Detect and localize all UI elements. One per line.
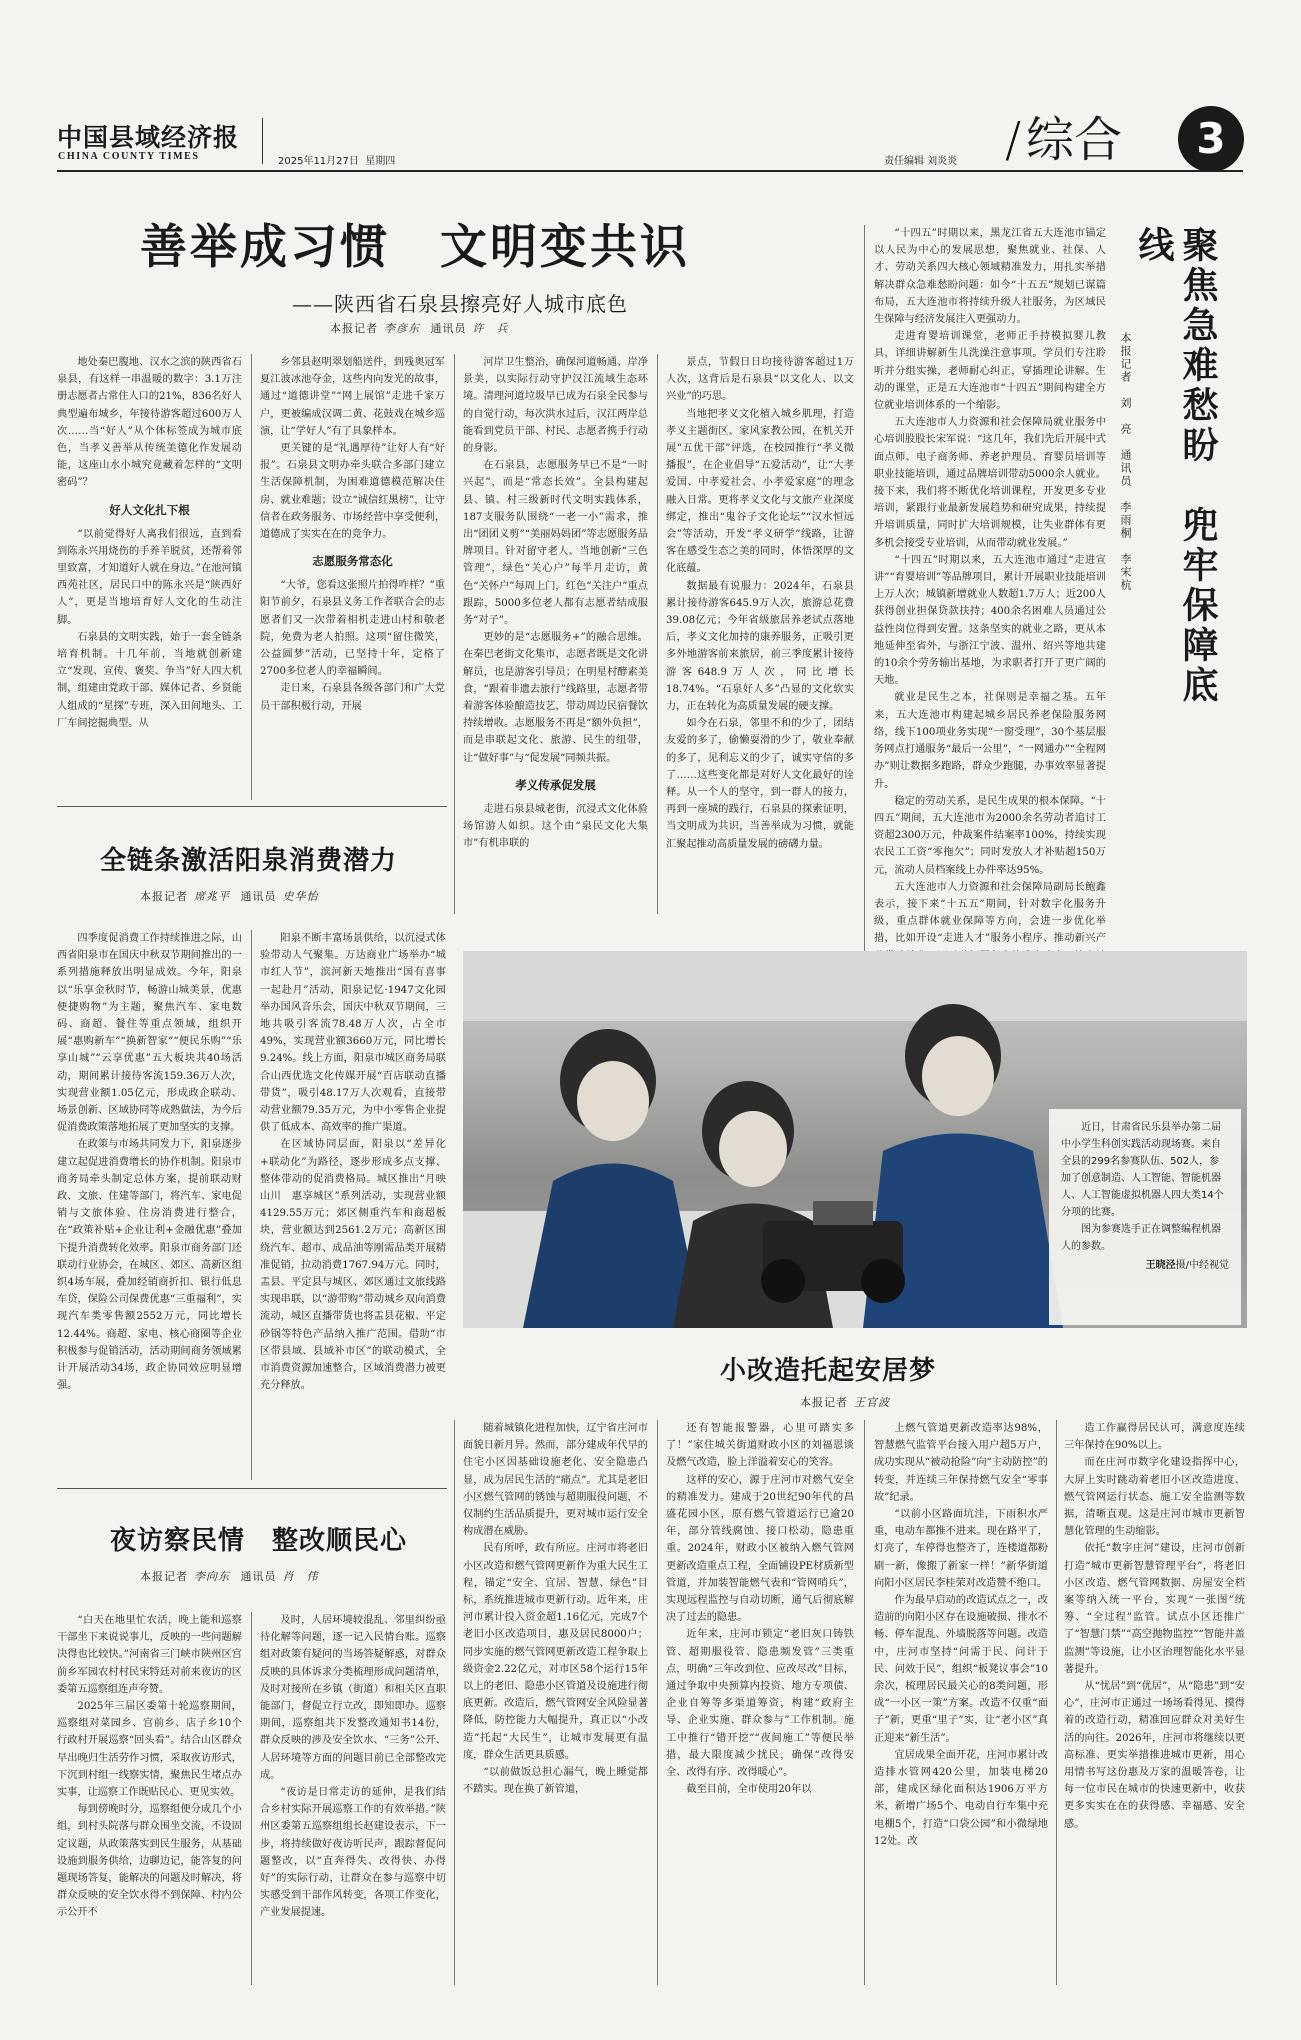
news-photo — [463, 951, 1247, 1328]
byline-role: 本报记者 — [330, 322, 378, 335]
column-divider — [251, 1612, 252, 1985]
paragraph: 在石泉县，志愿服务早已不是“一时兴起”，而是“常态长效”。全县构建起县、镇、村三级新时代文明实践体系，187支服务队围绕“一老一小”需求，推出“团团义剪”“美丽妈妈团”等志愿服务品牌项目。针对留守老人、当地创新“三色管理”，绿色“关心户”每半月走访，黄色“关怀户”每周上门，红色“关注户”重点跟踪，5000多位老人都有志愿者结成服务“对子”。 — [463, 460, 648, 627]
article-4-column-1 — [463, 1420, 648, 1985]
paragraph: 地处秦巴腹地、汉水之滨的陕西省石泉县，有这样一串温暖的数字：3.1万注册志愿者占常住人口的21%，836名好人典型遍布城乡，年接待游客超过600万人次……当“好人”从个体标签成为城市底色，当孝义善举从传统美德化作发展动能，这座山水小城究竟藏着怎样的“文明密码”？ — [57, 357, 242, 489]
paragraph: 走进石泉县城老街，沉浸式文化体验场馆游人如织。这个由“泉民文化大集市”有机串联的 — [463, 803, 648, 850]
paragraph: “十四五”时期以来，五大连池市通过“走进宣讲”“育婴培训”等品牌项目，累计开展职业技能培训上万人次；城镇新增就业人数超1.7万人；近200人获得创业担保贷款扶持；400余名困难人员通过公益性岗位得到安置。这条坚实的就业之路，更从本地延伸至省外，与浙江宁波、温州、绍兴等地共建的10余个劳务输出基地，为求职者打开了更广阔的天地。 — [874, 554, 1106, 687]
article-4-column-4 — [1064, 1420, 1245, 1985]
paragraph: 作为最早启动的改造试点之一，改造前的向阳小区存在设施破损、排水不畅、停车混乱、外墙脱落等问题。改造中，庄河市坚持“问需于民、问计于民、问效于民”，组织“板凳议事会”10余次，梳理居民最关心的8类问题，形成“一小区一策”方案。改造不仅重“面子”新，更重“里子”实，让“老小区”真正迎来“新生活”。 — [874, 1595, 1048, 1744]
paragraph: 及时，人居环境较混乱、邻里纠纷亟待化解等问题，逐一记入民情台账。巡察组对政策有疑问的当场答疑解惑，对群众反映的具体诉求分类梳理形成问题清单，及时对接所在乡镇（街道）和相关区直职能部门，督促立行立改，即知即办。巡察期间，巡察组共下发整改通知书14份，群众反映的涉及安全饮水、“三务”公开、人居环境等方面的问题目前已全部整改完成。 — [260, 1615, 446, 1781]
column-divider — [251, 930, 252, 1480]
article-1-column-1 — [57, 354, 242, 800]
byline-correspondent: 肖 伟 — [282, 1570, 319, 1583]
section-slash: / — [1005, 112, 1022, 168]
article-4-byline — [800, 1394, 896, 1410]
paragraph: “以前做饭总担心漏气，晚上睡觉都不踏实。现在换了新管道， — [463, 1767, 648, 1796]
paragraph: 当地把孝义文化植入城乡肌理，打造孝义主题街区、家风家教公园，在机关开展“五优干部”评选，在校园推行“孝义微播报”，在企业倡导“五爱活动”，让“大孝爱国、中孝爱社会、小孝爱家庭”的理念融入日常。更将孝义文化与文旅产业深度绑定，推出“鬼谷子文化论坛”“汉水恒远会”等活动，开发“孝义研学”线路，让游客在感受生态之美的同时，体悟深厚的文化底蕴。 — [666, 408, 854, 575]
paragraph: “白天在地里忙农活，晚上能和巡察干部坐下来说说事儿，反映的一些问题解决得也比较快。”河南省三门峡市陕州区宫前乡军园农村村民宋特廷对前来夜访的区委第五巡察组连声夸赞。 — [57, 1615, 242, 1695]
masthead-rule — [57, 170, 1243, 172]
paragraph: 四季度促消费工作持续推进之际，山西省阳泉市在国庆中秋双节期间推出的一系列措施释放出明显成效。今年，阳泉以“乐享金秋时节，畅游山城美景，优惠便捷购物”为主题，聚焦汽车、家电数码、商超、餐住等重点领域，组织开展“惠购新车”“换新智家”“便民乐购”“乐享山城”“云享优惠”五大板块共40场活动，期间累计接待客流159.36万人次，实现营业额1.05亿元，形成政企联动、场景创新、区域协同等成熟做法，为今后促消费政策落地拓展了更加坚实的支撑。 — [57, 933, 242, 1134]
article-3-column-2 — [260, 930, 457, 1480]
paragraph: 乡邻县赵明翠划船送件，到残奥冠军夏江波冰池夺金，这些内向发光的故事，通过“道德讲堂”“网上展馆”走进千家万户，更被编成汉调二黄、花鼓戏在城乡巡演，让“学好人”有了具象样本。 — [260, 357, 445, 437]
paragraph: 在区域协同层面，阳泉以“差异化+联动化”为路径，逐步形成多点支撑、整体带动的促消费格局。城区推出“月映山川 惠享城区”系列活动，实现营业额4129.55万元；郊区侧重汽车和商超板块，营业额达到2561.2万元；高新区围绕汽车、超市、成品油等刚需品类开展精准促销，拉动消费1767.94万元。同时，盂县、平定县与城区、郊区通过文旅线路实现串联，以“游带购”带动城乡双向消费流动，城区直播带货也将盂县花椒、平定砂锅等特色产品纳入推广范围。借助“市区带县域、县域补市区”的联动模式，全市消费资源加速整合，区域消费潜力被更充分释放。 — [260, 1139, 446, 1392]
byline-reporter: 席兆平 — [194, 890, 230, 903]
article-1-byline — [330, 320, 515, 336]
paragraph: 五大连池市人力资源和社会保障局就业服务中心培训股股长宋军说：“这几年，我们先后开展中式面点师、电子商务师、养老护理员、育婴员培训等职业技能培训，通过品牌培训带动5000余人就业。接下来，我们将不断优化培训课程，开发更多专业培训，紧跟行业最新发展趋势和研究成果，持续提升培训质量，同时扩大培训规模，让失业群体有更多机会接受专业培训，从而带动就业发展。” — [874, 417, 1106, 549]
article-2-body — [874, 225, 1106, 951]
article-1-title: 善举成习惯 文明变共识 — [140, 220, 690, 275]
photo-credit — [1061, 1257, 1229, 1274]
article-5-title: 夜访察民情 整改顺民心 — [110, 1526, 408, 1556]
paragraph: 走日来，石泉县各级各部门和广大党员干部积极行动，开展 — [260, 683, 445, 712]
newspaper-name: 中国县域经济报 — [57, 123, 240, 152]
paragraph: “大爷，您看这张照片拍得咋样？”重阳节前夕，石泉县义务工作者联合会的志愿者们又一次带着相机走进山村和敬老院，免费为老人拍照。这项“留住微笑，公益圆梦”活动，已坚持十年，定格了2700多位老人的幸福瞬间。 — [260, 580, 445, 678]
paragraph: 而在庄河市数字化建设指挥中心，大屏上实时跳动着老旧小区改造进度、燃气管网运行状态、施工安全监测等数据，清晰直观。这是庄河市城市更新智慧化管理的生动缩影。 — [1064, 1457, 1245, 1538]
article-4-column-2 — [666, 1420, 854, 1985]
paragraph: 依托“数字庄河”建设，庄河市创新打造“城市更新智慧管理平台”，将老旧小区改造、燃气管网数据、房屋安全档案等纳入统一平台，实现“一张图”统筹、“全过程”监管。试点小区还推广了“智慧门禁”“高空抛物监控”“智能井盖监测”等设施，让小区治理智能化水平显著提升。 — [1064, 1543, 1245, 1675]
column-divider — [454, 354, 455, 914]
article-4-title: 小改造托起安居梦 — [720, 1356, 937, 1386]
paragraph: 近年来，庄河市锁定“老旧灰口铸铁管、超期服役管、隐患频发管”三类重点，明确“三年改到位、应改尽改”目标，通过争取中央预算内投资、地方专项债、企业自筹等多渠道筹资，构建“政府主导、企业实施、群众参与”工作机制。施工中推行“错开挖”“夜间施工”等便民举措，最大限度减少扰民，确保“改得安全、改得有序、改得暖心”。 — [666, 1629, 854, 1779]
subheading: 志愿服务常态化 — [312, 554, 393, 569]
article-5-column-1 — [57, 1612, 242, 1985]
issue-date — [278, 152, 395, 167]
paragraph: 从“忧居”到“优居”，从“隐患”到“安心”，庄河市正通过一场场看得见、摸得着的改造行动，精准回应群众对美好生活的向往。2026年，庄河市将继续以更高标准、更实举措推进城市更新，用心用情书写这份惠及万家的温暖答卷，让每一位市民在城市的快速更新中，收获更多实实在在的获得感、幸福感、安全感。 — [1064, 1681, 1245, 1830]
column-divider — [864, 1420, 865, 1985]
paragraph: 数据最有说服力：2024年，石泉县累计接待游客645.9万人次，旅游总花费39.08亿元；今年省级旅居养老试点落地后，孝义文化加持的康养服务，正吸引更多外地游客前来旅居，前三季度累计接待游客648.9万人次，同比增长18.74%。“石泉好人多”凸显的文化软实力，正在转化为高质量发展的硬支撑。 — [666, 580, 854, 713]
article-2-byline: 本报记者 刘 亮 通讯员 李雨桐 李宋杭 — [1119, 332, 1132, 592]
paragraph: 截至目前，全市使用20年以 — [686, 1784, 812, 1796]
paragraph: 更关键的是“礼遇厚待”让好人有“好报”。石泉县文明办牵头联合多部门建立生活保障机制，为困难道德模范解决住房、就业难题；设立“诚信红黑榜”，让守信者在政务服务、市场经营中享受便利，道德成了实实在在的竞争力。 — [260, 443, 445, 541]
article-1-column-4 — [666, 354, 854, 914]
byline-reporter: 王官波 — [854, 1396, 890, 1409]
paragraph: 更妙的是“志愿服务+”的融合思维。在秦巴老街文化集市，志愿者既是文化讲解员，也是游客引导员；在明星村酵素美食，“跟着非遗去旅行”线路里，志愿者带着游客体验酿造技艺，带动周边民宿餐饮持续增收。志愿服务不再是“额外负担”，而是串联起文化、旅游、民生的纽带，让“做好事”与“促发展”同频共振。 — [463, 632, 648, 764]
section-name: 综合 — [1026, 112, 1123, 168]
article-1-column-2 — [260, 354, 445, 800]
paragraph: “以前小区路面坑洼，下雨积水严重，电动车都推不进来。现在路平了，灯亮了，车停得也整齐了，连楼道都粉刷一新，像搬了新家一样！”新华街道向阳小区居民李桂荣对改造赞不绝口。 — [874, 1509, 1048, 1589]
photo-caption-box — [1049, 1109, 1241, 1325]
byline-role: 本报记者 — [140, 890, 188, 903]
article-3-title: 全链条激活阳泉消费潜力 — [100, 846, 398, 876]
article-5-byline — [140, 1568, 325, 1584]
paragraph: 五大连池市人力资源和社会保障局副局长鲍鑫表示，接下来“十五五”期间，针对数字化服务升级、重点群体就业保障等方向，会进一步优化举措，比如开设“走进人才”服务小程序、推动新兴产 — [874, 881, 1106, 945]
weekday-text: 星期四 — [365, 156, 396, 167]
column-divider — [657, 354, 658, 914]
article-2-title: 聚焦急难愁盼 兜牢保障底线 — [1133, 226, 1219, 706]
paragraph: 这样的安心，源于庄河市对燃气安全的精准发力。建成于20世纪90年代的昌盛花园小区，原有燃气管道运行已逾20年，部分管线腐蚀、接口松动，隐患重重。2024年，财政小区被纳入燃气管网更新改造重点工程，全面铺设PE材质新型管道，并加装智能燃气表和“管网哨兵”，实现远程监控与自动切断，通气后彻底解决了过去的隐患。 — [666, 1474, 854, 1624]
byline-role: 通讯员 — [240, 890, 277, 903]
byline-role: 本报记者 — [140, 1570, 188, 1583]
photo-caption: 近日，甘肃省民乐县举办第二届中小学生科创实践活动现场赛。来自全县的299名参赛队伍、502人，参加了创意制造、人工智能、智能机器人、人工智能虚拟机器人四大类14个分项的比赛。 — [1061, 1122, 1224, 1218]
photo-credit-tail: 摄/中经视觉 — [1175, 1260, 1229, 1271]
masthead — [0, 0, 1301, 170]
paragraph: 还有智能报警器，心里可踏实多了！”家住城关街道财政小区的刘福恩谈及燃气改造，脸上洋溢着安心的笑容。 — [666, 1423, 854, 1469]
paragraph: 2025年三届区委第十轮巡察期间，巡察组对菜园乡、宫前乡、店子乡10个行政村开展巡察“回头看”。结合山区群众早出晚归生活劳作习惯，采取夜访形式，下沉到村组一线察实情，聚焦民生堵点办实事，让巡察工作既贴民心、更见实效。 — [57, 1701, 242, 1799]
paragraph: “夜访是日常走访的延伸，是我们结合乡村实际开展巡察工作的有效举措。”陕州区委第五巡察组组长赵建设表示，下一步，将持续做好夜访听民声，跟踪督促问题整改，以“直奔得失、改得快、办得好”的实际行动，让群众在参与巡察中切实感受到干部作风转变，各项工作变化，产业发展提速。 — [260, 1787, 446, 1919]
section-rule — [57, 1488, 447, 1489]
paragraph: 河岸卫生整治，确保河道畅通、岸净景美，以实际行动守护汉江流域生态环境。清理河道垃圾早已成为石泉全民参与的自觉行动，每次洪水过后，汉江两岸总能看到党员干部、村民、志愿者携手行动的身影。 — [463, 357, 648, 455]
paragraph: 如今在石泉，邻里不和的少了，团结友爱的多了，偷懒耍滑的少了，敬业奉献的多了，见利忘义的少了，诚实守信的多了……这些变化都是对好人文化最好的诠释。从一个人的坚守，到一群人的接力，再到一座城的践行，石泉县的探索证明，当文明成为共识，当善举成为习惯，就能汇聚起推动高质量发展的磅礴力量。 — [666, 718, 854, 850]
photo-caption-2: 图为参赛选手正在调整编程机器人的参数。 — [1061, 1224, 1221, 1252]
paragraph: 阳泉不断丰富场景供给，以沉浸式体验带动人气聚集。万达商业广场举办“城市红人节”，滨河新天地推出“国有喜事 一起赴月”活动，阳泉记忆·1947文化园举办国风音乐会，国庆中秋双节期间，三地共吸引客流78.48万人次，占全市49%，实现营业额3660万元，同比增长9.24%。线上方面，阳泉市城区商务局联合山西优选文化传媒开展“百店联动直播带货”，吸引48.17万人次观看，直接带动营业额79.35万元，为中小零售企业提供了低成本、高效率的推广渠道。 — [260, 933, 457, 1134]
section-rule — [57, 806, 447, 807]
article-5-column-2 — [260, 1612, 446, 1985]
responsible-editor: 责任编辑 刘炎炎 — [884, 156, 958, 167]
paragraph: 稳定的劳动关系，是民生成果的根本保障。“十四五”期间，五大连池市为2000余名劳动者追讨工资超2300万元，仲裁案件结案率100%，持续实现农民工工资“零拖欠”；同时发放人才补贴超150万元，流动人员档案线上办件率达95%。 — [874, 795, 1106, 876]
paragraph: 石泉县的文明实践，始于一套全链条培育机制。十几年前，当地就创新建立“发现、宣传、褒奖、争当”好人四大机制，组建由党政干部、媒体记者、乡贤能人组成的“星探”专班，深入田间地头、工厂车间挖掘典型。从 — [57, 631, 242, 729]
paragraph: 就业是民生之本，社保则是幸福之基。五年来，五大连池市构建起城乡居民养老保险服务网络，线下100项业务实现“一窗受理”，30个基层服务网点打通服务“最后一公里”，“一网通办”“全程网办”则让数据多跑路，群众少跑腿，办事效率显著提升。 — [874, 692, 1106, 790]
article-3-byline — [140, 888, 325, 904]
article-1-subtitle: ——陕西省石泉县擦亮好人城市底色 — [292, 292, 628, 316]
date-text: 2025年11月27日 — [278, 156, 359, 167]
paragraph: 造工作赢得居民认可，满意度连续三年保持在90%以上。 — [1064, 1423, 1245, 1452]
article-4-column-3 — [874, 1420, 1048, 1985]
subheading: 好人文化扎下根 — [109, 502, 190, 517]
article-1-column-3 — [463, 354, 648, 914]
paragraph: 景点，节假日日均接待游客超过1万人次，这背后是石泉县“以文化人、以文兴业”的巧思。 — [666, 357, 854, 403]
newspaper-name-en: CHINA COUNTY TIMES — [58, 151, 200, 162]
article-3-column-1 — [57, 930, 242, 1480]
paragraph: 上燃气管道更新改造率达98%，智慧燃气监管平台接入用户超5万户，成功实现从“被动抢险”向“主动防控”的转变，并连续三年保持燃气安全“零事故”纪录。 — [874, 1423, 1048, 1503]
column-divider — [657, 1420, 658, 1985]
byline-reporter: 李彦东 — [384, 322, 420, 335]
paragraph: “以前觉得好人离我们很远，直到看到陈永兴用烧伤的手养羊脱贫，还帮着邻里致富，才知道好人就在身边。”在池河镇西苑社区，居民口中的陈永兴是“陕西好人”，更是当地培育好人文化的生动注脚。 — [57, 528, 242, 626]
byline-role: 通讯员 — [430, 322, 467, 335]
paragraph: 在政策与市场共同发力下，阳泉逐步建立起促进消费增长的协作机制。阳泉市商务局牵头制定总体方案，提前联动财政、文旅、住建等部门，将汽车、家电促销与文旅体验、住房消费进行整合，在“政策补贴+企业让利+金融优惠”叠加下提升消费转化效率。阳泉市商务部门还联动行业协会，在城区、郊区、高新区组织4场车展，叠加经销商折扣、银行低息车贷，保险公司保费优惠“三重福利”，实现汽车类零售额2552万元，同比增长12.44%。商超、家电、核心商圈等企业积极参与促销活动，活动期间商务领域累计开展活动34场，政企协同效应明显增强。 — [57, 1139, 242, 1392]
byline-role: 通讯员 — [240, 1570, 277, 1583]
column-divider — [251, 354, 252, 800]
byline-correspondent: 史华怡 — [282, 890, 319, 903]
paragraph: 每到傍晚时分，巡察组便分成几个小组，到村头院落与群众围坐交流，不设固定议题，从政策落实到民生服务，从基础设施到服务供给，边聊边记，能答复的问题现场答复，能解决的问题及时解决，将群众反映的安全饮水得不到保障、村内公示公开不 — [57, 1804, 242, 1919]
photo-credit-name: 王晓泾 — [1145, 1260, 1176, 1271]
masthead-divider — [262, 118, 263, 164]
page-number: 3 — [1196, 114, 1226, 163]
paragraph: 随着城镇化进程加快，辽宁省庄河市面貌日新月异。然而，部分建成年代早的住宅小区因基础设施老化、安全隐患凸显，成为居民生活的“痛点”。尤其是老旧小区燃气管网的锈蚀与超期服役问题，不仅制约生活品质提升，更对城市运行安全构成潜在威胁。 — [463, 1423, 648, 1538]
paragraph: 走进育婴培训课堂，老师正手持模拟婴儿教具，详细讲解新生儿洗澡注意事项。学员们专注聆听并分组实操，老师耐心纠正，穿插理论讲解。生动的课堂，正是五大连池市“十四五”期间构建全方位就业培训体系的一个缩影。 — [874, 331, 1106, 412]
byline-reporter: 李向东 — [194, 1570, 230, 1583]
column-divider — [454, 1420, 455, 1985]
paragraph: “十四五”时期以来，黑龙江省五大连池市锚定以人民为中心的发展思想，聚焦就业、社保、人才、劳动关系四大核心领域精准发力，用扎实举措解决群众急难愁盼问题：如今“十五五”规划已谋篇布局，五大连池市将持续升级人社服务，为区域民生保障与经济发展注入更强动力。 — [874, 228, 1106, 326]
column-divider — [864, 225, 865, 951]
byline-correspondent: 许 兵 — [472, 322, 509, 335]
paragraph: 宜居成果全面开花，庄河市累计改造排水管网420公里，加装电梯20部，建成区绿化面积达1906万平方米，新增广场5个、电动自行车集中充电棚5个，打造“口袋公园”和小微绿地12处。改 — [874, 1749, 1048, 1847]
column-divider — [1056, 1420, 1057, 1985]
byline-role: 本报记者 — [800, 1396, 848, 1409]
paragraph: 民有所呼，政有所应。庄河市将老旧小区改造和燃气管网更新作为重大民生工程，锚定“安全、宜居、智慧、绿色”目标，系统推进城市更新行动。近年来，庄河市累计投入资金超1.16亿元，完成7个老旧小区改造项目，惠及居民8000户；同步实施的燃气管网更新改造工程争取上级资金2.22亿元，对市区58个运行15年以上的老旧、隐患小区管道及设施进行彻底更新。改造后，燃气管网安全风险显著降低，防控能力大幅提升，真正以“小改造”托起“大民生”，让城市发展更有温度，群众生活更具质感。 — [463, 1543, 648, 1761]
subheading: 孝义传承促发展 — [515, 777, 596, 792]
